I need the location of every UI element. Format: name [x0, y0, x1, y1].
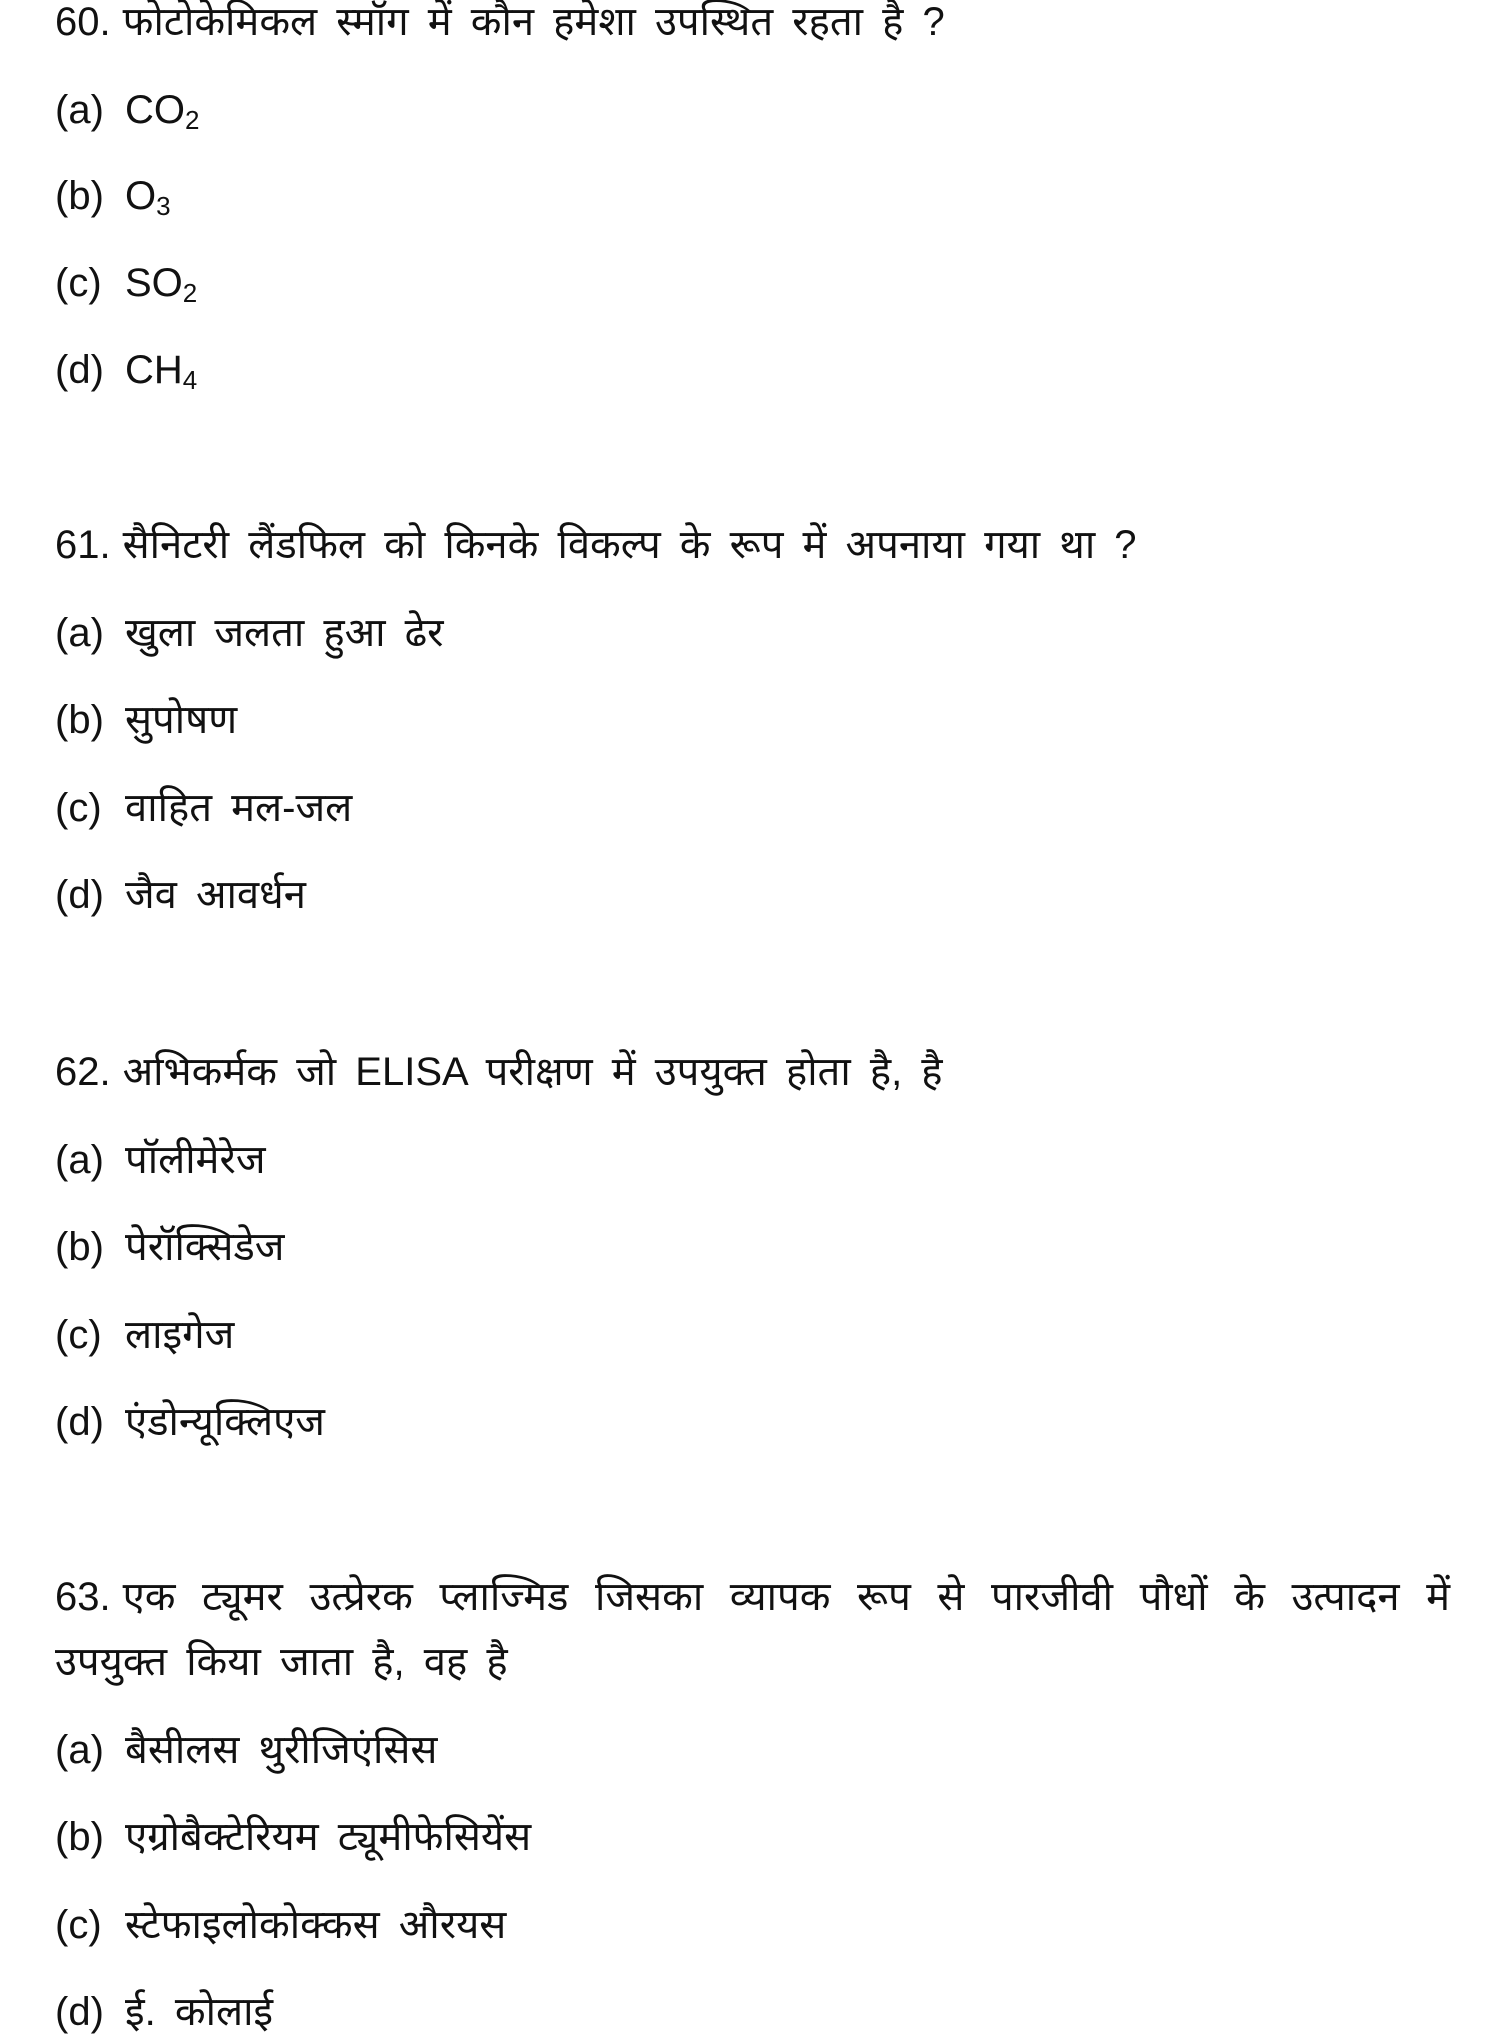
question-61-option-b [55, 694, 1450, 746]
question-text: सैनिटरी लैंडफिल को किनके विकल्प के रूप में अपनाया गया था ? [122, 523, 1137, 567]
option-text: जैव आवर्धन [125, 873, 306, 917]
question-63-heading-line-1 [55, 1571, 1450, 1623]
option-text: एग्रोबैक्टेरियम ट्यूमीफेसियेंस [125, 1815, 532, 1859]
option-text: स्टेफाइलोकोक्कस औरयस [125, 1903, 507, 1947]
option-label: (a) [55, 1728, 104, 1772]
option-label: (b) [55, 1225, 104, 1269]
option-label: (b) [55, 1815, 104, 1859]
option-text: एंडोन्यूक्लिएज [125, 1400, 325, 1444]
question-63-option-a [55, 1724, 1450, 1776]
question-62-heading [55, 1046, 1450, 1098]
question-60-option-a [55, 84, 1450, 136]
question-60-option-c [55, 257, 1450, 309]
question-text: एक ट्यूमर उत्प्रेरक प्लाज्मिड जिसका व्यापक रूप से पारजीवी पौधों के उत्पादन में [122, 1575, 1450, 1619]
option-text: खुला जलता हुआ ढेर [125, 611, 444, 655]
question-60-option-b [55, 170, 1450, 222]
question-60-option-d [55, 344, 1450, 396]
option-text: $CO_2$ [125, 88, 200, 135]
question-61-option-a [55, 607, 1450, 659]
option-text: ई. कोलाई [125, 1990, 274, 2034]
question-number: 60. [55, 0, 111, 44]
option-label: (a) [55, 1138, 104, 1182]
option-label: (d) [55, 873, 104, 917]
question-62-option-b [55, 1221, 1450, 1273]
option-label: (c) [55, 261, 102, 305]
question-text: अभिकर्मक जो ELISA परीक्षण में उपयुक्त होता है, है [122, 1050, 943, 1094]
option-label: (c) [55, 786, 102, 830]
question-60-heading [55, 0, 1450, 48]
option-text: $O_3$ [125, 174, 171, 221]
question-61-heading [55, 519, 1450, 571]
question-62-option-c [55, 1309, 1450, 1361]
option-label: (c) [55, 1313, 102, 1357]
question-text-continued: उपयुक्त किया जाता है, वह है [55, 1640, 508, 1684]
option-text: पेरॉक्सिडेज [125, 1225, 285, 1269]
option-label: (a) [55, 88, 104, 132]
question-61-option-c [55, 782, 1450, 834]
question-61-option-d [55, 869, 1450, 921]
question-text: फोटोकेमिकल स्मॉग में कौन हमेशा उपस्थित रहता है ? [122, 0, 945, 44]
option-text: बैसीलस थुरीजिएंसिस [125, 1728, 438, 1772]
question-number: 61. [55, 523, 111, 567]
option-label: (b) [55, 698, 104, 742]
question-62-option-a [55, 1134, 1450, 1186]
option-text: $CH_4$ [125, 348, 198, 395]
option-text: $SO_2$ [125, 261, 198, 308]
option-text: सुपोषण [125, 698, 238, 742]
question-number: 63. [55, 1575, 111, 1619]
question-63-option-b [55, 1811, 1450, 1863]
option-label: (a) [55, 611, 104, 655]
question-63-option-d [55, 1986, 1450, 2038]
question-63-option-c [55, 1899, 1450, 1951]
option-text: पॉलीमेरेज [125, 1138, 266, 1182]
option-text: लाइगेज [125, 1313, 235, 1357]
question-63-heading-line-2 [55, 1636, 1450, 1688]
option-label: (d) [55, 1400, 104, 1444]
option-text: वाहित मल-जल [125, 786, 353, 830]
option-label: (b) [55, 174, 104, 218]
option-label: (c) [55, 1903, 102, 1947]
question-number: 62. [55, 1050, 111, 1094]
option-label: (d) [55, 1990, 104, 2034]
question-62-option-d [55, 1396, 1450, 1448]
option-label: (d) [55, 348, 104, 392]
